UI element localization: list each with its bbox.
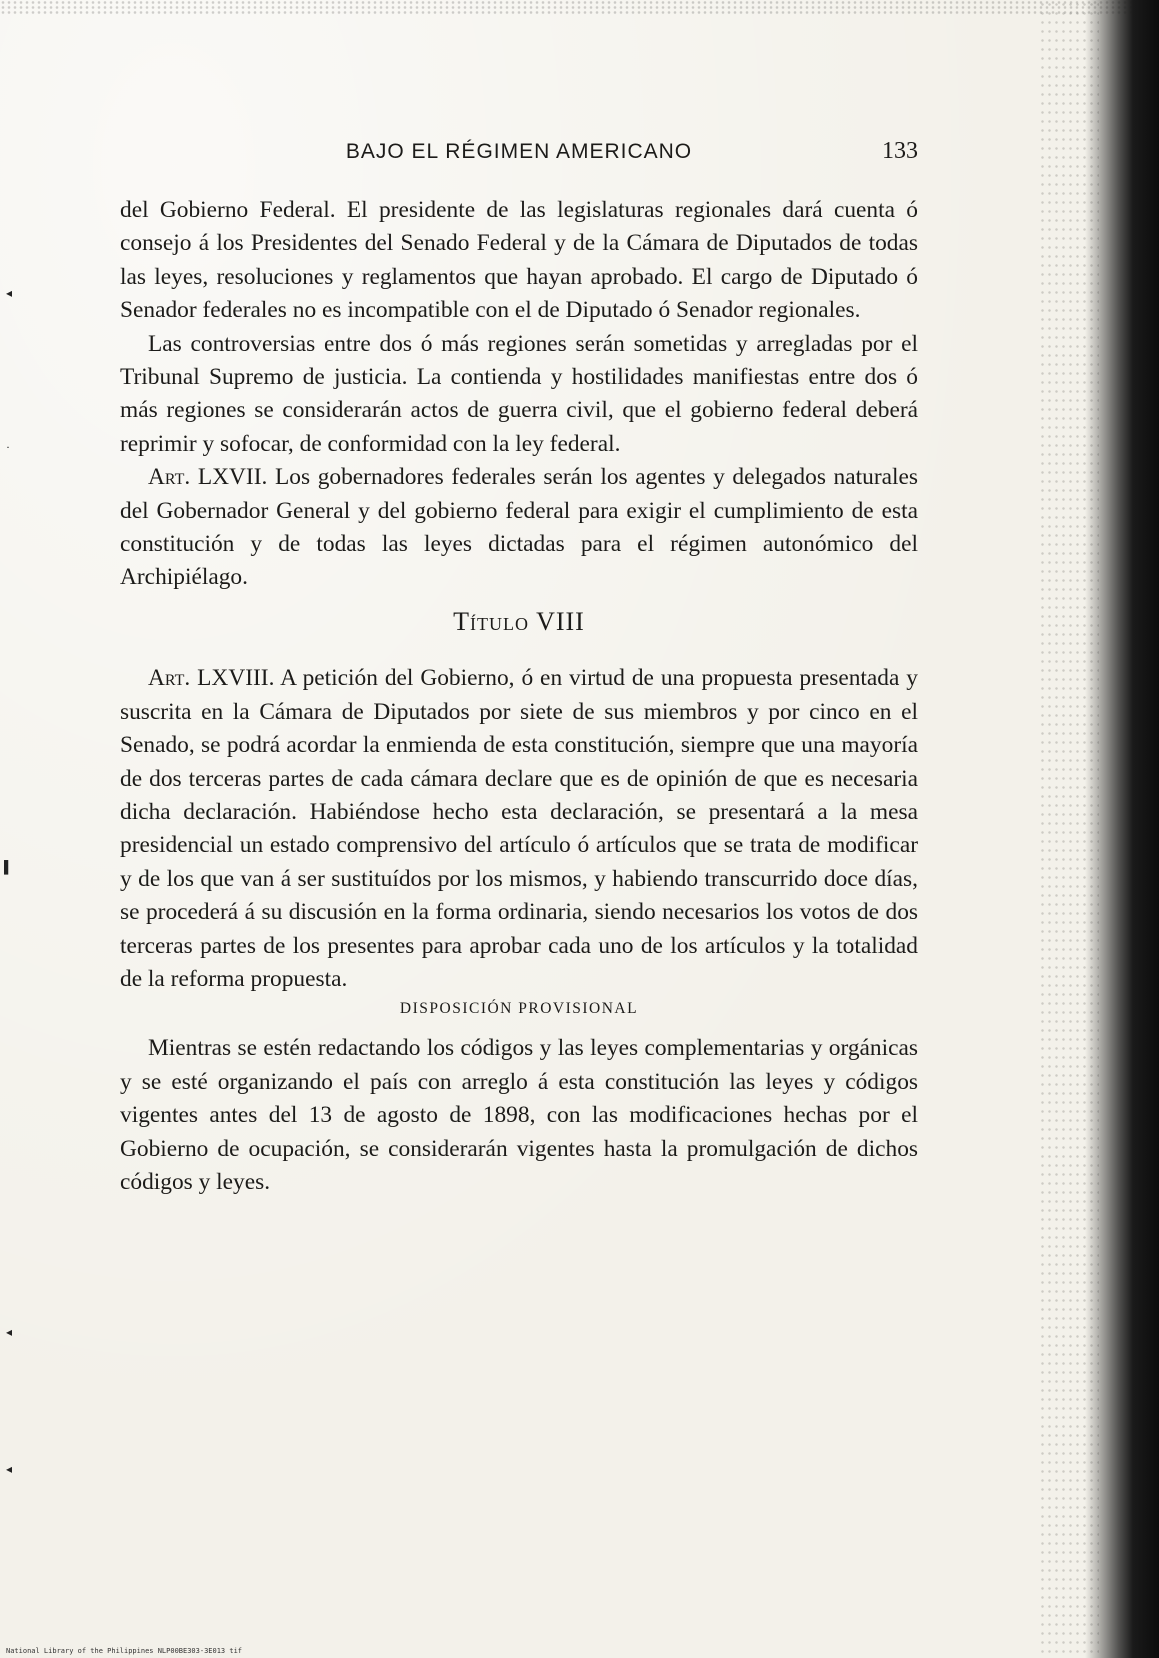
binding-edge [1085, 0, 1159, 1658]
paragraph: Las controversias entre dos ó más regiones serán sometidas y arregladas por el Tribunal Supremo de justicia. La contienda y hostilidades manifiestas entre dos ó más regiones se considerarán actos de guerra civil, que el gobierno federal deberá reprimir y sofocar, de conformidad con la ley federal. [120, 330, 918, 457]
margin-mark: ▌ [4, 860, 13, 874]
margin-mark: ◂ [6, 286, 13, 300]
margin-mark: · [6, 440, 10, 454]
margin-mark: ◂ [6, 1325, 13, 1339]
subheading: DISPOSICIÓN PROVISIONAL [399, 1000, 639, 1018]
scan-footer: National Library of the Philippines NLP00BE303-3E013 tif [6, 1647, 243, 1655]
paragraph: Mientras se estén redactando los códigos y las leyes complementarias y orgánicas y se esté organizando el país con arreglo á esta constitución las leyes y códigos vigentes antes del 13 de agosto de 1898, con las modificaciones hechas por el Gobierno de ocupación, se considerarán vigentes hasta la promulgación de dichos códigos y leyes. [120, 1035, 918, 1195]
page-header [120, 138, 918, 168]
article-67 [120, 461, 918, 595]
article-label: Art. LXVIII. [148, 665, 275, 692]
paragraph: del Gobierno Federal. El presidente de las legislaturas regionales dará cuenta ó consejo á los Presidentes del Senado Federal y de la Cámara de Diputados de todas las leyes, resoluciones y reglamentos que hayan aprobado. El cargo de Diputado ó Senador federales no es incompatible con el de Diputado ó Senador regionales. [120, 197, 918, 324]
running-head: BAJO EL RÉGIMEN AMERICANO [345, 140, 693, 163]
margin-mark: ◂ [6, 1462, 13, 1476]
article-text: Los gobernadores federales serán los agentes y delegados naturales del Gobernador General y del gobierno federal para exigir el cumplimiento de esta constitución y de todas las leyes dictadas para el régimen autonómico del Archipiélago. [120, 464, 918, 591]
page-number: 133 [882, 138, 918, 164]
section-title: Título VIII [453, 606, 585, 636]
article-label: Art. LXVII. [148, 464, 268, 491]
top-edge-noise [0, 0, 1159, 14]
article-text: A petición del Gobierno, ó en virtud de una propuesta presentada y suscrita en la Cámara de Diputados por siete de sus miembros y por cinco en el Senado, se podrá acordar la enmienda de esta constitución, siempre que una mayoría de dos terceras partes de cada cámara declare que es de opinión de que es necesaria dicha declaración. Habiéndose hecho esta declaración, se presentará a la mesa presidencial un estado comprensivo del artículo ó artículos que se trata de modificar y de los que van á ser sustituídos por los mismos, y habiendo transcurrido doce días, se procederá á su discusión en la forma ordinaria, siendo necesarios los votos de dos terceras partes de los presentes para aprobar cada uno de los artículos y la totalidad de la reforma propuesta. [120, 665, 918, 992]
article-68 [120, 662, 918, 996]
page-body [120, 194, 918, 1199]
